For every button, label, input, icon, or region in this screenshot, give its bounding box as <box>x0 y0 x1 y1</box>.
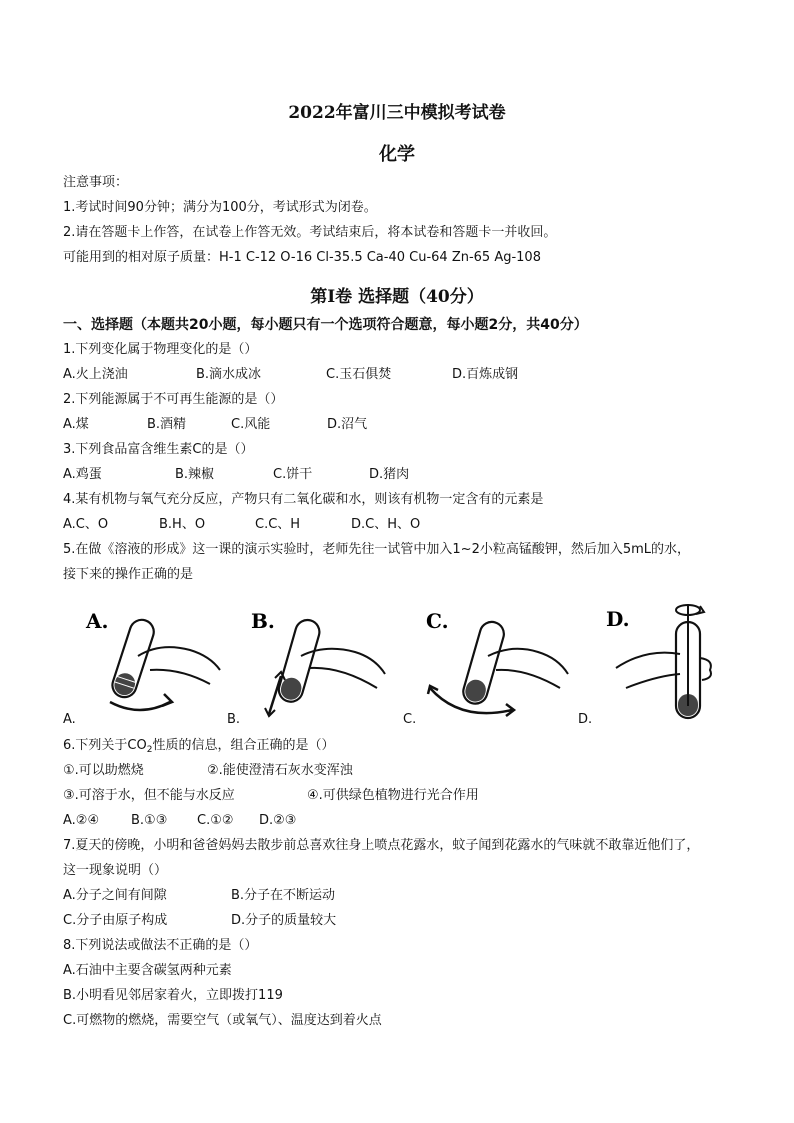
note-item: 可能用到的相对原子质量：H-1 C-12 O-16 Cl-35.5 Ca-40 Cu-64 Zn-65 Ag-108 <box>63 250 541 265</box>
statement: ①.可以助燃烧 <box>63 763 144 778</box>
hand-icon <box>616 653 711 688</box>
statement: ③.可溶于水，但不能与水反应 <box>63 788 235 803</box>
question-options <box>63 416 367 434</box>
option[interactable]: B.辣椒 <box>175 467 215 482</box>
option[interactable]: B.酒精 <box>147 417 187 432</box>
test-tube-icon <box>460 619 506 706</box>
question-stem: 4.某有机物与氧气充分反应，产物只有二氧化碳和水，则该有机物一定含有的元素是 <box>63 492 544 507</box>
test-tube-icon <box>109 617 157 701</box>
question-options <box>63 812 296 830</box>
option[interactable]: D.②③ <box>259 813 297 828</box>
option[interactable]: C.饼干 <box>273 467 313 482</box>
part1-title: 第I卷 选择题（40分） <box>310 287 484 307</box>
question-stem: 8.下列说法或做法不正确的是（） <box>63 938 258 953</box>
option[interactable]: B.H、O <box>159 517 206 532</box>
option[interactable]: A.火上浇油 <box>63 367 128 382</box>
question-options <box>63 912 336 930</box>
question-stem: 7.夏天的傍晚，小明和爸爸妈妈去散步前总喜欢往身上喷点花露水，蚊子闻到花露水的气味就不敢靠近他们了， <box>63 838 700 853</box>
figure-d <box>596 598 756 726</box>
option[interactable]: A.鸡蛋 <box>63 467 102 482</box>
figure-letter: A. <box>86 609 109 633</box>
option[interactable]: C.玉石俱焚 <box>326 367 392 382</box>
question-stem: 2.下列能源属于不可再生能源的是（） <box>63 392 284 407</box>
option[interactable]: D.百炼成钢 <box>452 367 519 382</box>
option[interactable]: D.C、H、O <box>351 517 421 532</box>
question-stem-cont: 这一现象说明（） <box>63 863 168 878</box>
notes-heading: 注意事项： <box>63 175 129 190</box>
option[interactable]: C.分子由原子构成 <box>63 913 168 928</box>
option[interactable]: C.C、H <box>255 517 301 532</box>
figure-option[interactable]: A. <box>63 712 76 727</box>
test-tube-icon <box>276 617 322 704</box>
hand-icon <box>138 647 220 684</box>
figure-option[interactable]: C. <box>403 712 417 727</box>
question-statements <box>63 762 353 780</box>
figure-a <box>80 598 240 726</box>
option[interactable]: C.①② <box>197 813 234 828</box>
option[interactable]: D.猪肉 <box>369 467 410 482</box>
note-item: 1.考试时间90分钟；满分为100分，考试形式为闭卷。 <box>63 200 377 215</box>
question-options <box>63 466 409 484</box>
figure-letter: D. <box>606 607 630 631</box>
figure-letter: C. <box>426 609 449 633</box>
question-stem: 3.下列食品富含维生素C的是（） <box>63 442 254 457</box>
hand-icon <box>488 649 568 688</box>
question-stem: 6.下列关于$CO_2$性质的信息，组合正确的是（） <box>63 738 335 755</box>
option[interactable]: C.风能 <box>231 417 271 432</box>
figure-option[interactable]: B. <box>227 712 241 727</box>
statement: ②.能使澄清石灰水变浑浊 <box>207 763 353 778</box>
option[interactable]: A.分子之间有间隙 <box>63 888 167 903</box>
statement: ④.可供绿色植物进行光合作用 <box>307 788 479 803</box>
exam-title: 2022年富川三中模拟考试卷 <box>288 103 506 123</box>
subject-title: 化学 <box>379 144 415 165</box>
option[interactable]: A.C、O <box>63 517 109 532</box>
section-title: 一、选择题（本题共20小题，每小题只有一个选项符合题意，每小题2分，共40分） <box>63 317 588 333</box>
figure-c <box>420 598 580 726</box>
question-stem: 1.下列变化属于物理变化的是（） <box>63 342 258 357</box>
question-options <box>63 516 420 534</box>
question-options <box>63 366 518 384</box>
option[interactable]: B.小明看见邻居家着火，立即拨打119 <box>63 988 283 1003</box>
question-statements <box>63 787 479 805</box>
figure-letter: B. <box>251 609 275 633</box>
option[interactable]: C.可燃物的燃烧，需要空气（或氧气）、温度达到着火点 <box>63 1013 382 1028</box>
option[interactable]: A.②④ <box>63 813 100 828</box>
option[interactable]: B.滴水成冰 <box>196 367 262 382</box>
rotate-arrow-icon <box>110 702 170 710</box>
question-options <box>63 887 335 905</box>
option[interactable]: A.石油中主要含碳氢两种元素 <box>63 963 232 978</box>
figure-option[interactable]: D. <box>578 712 593 727</box>
option[interactable]: A.煤 <box>63 417 89 432</box>
question-stem-cont: 接下来的操作正确的是 <box>63 567 194 582</box>
question-stem: 5.在做《溶液的形成》这一课的演示实验时，老师先往一试管中加入1~2小粒高锰酸钾，然后加入5mL的水， <box>63 542 691 557</box>
note-item: 2.请在答题卡上作答，在试卷上作答无效。考试结束后，将本试卷和答题卡一并收回。 <box>63 225 557 240</box>
option[interactable]: B.①③ <box>131 813 168 828</box>
option[interactable]: B.分子在不断运动 <box>231 888 336 903</box>
figure-b <box>245 598 405 726</box>
option[interactable]: D.分子的质量较大 <box>231 913 337 928</box>
option[interactable]: D.沼气 <box>327 417 368 432</box>
